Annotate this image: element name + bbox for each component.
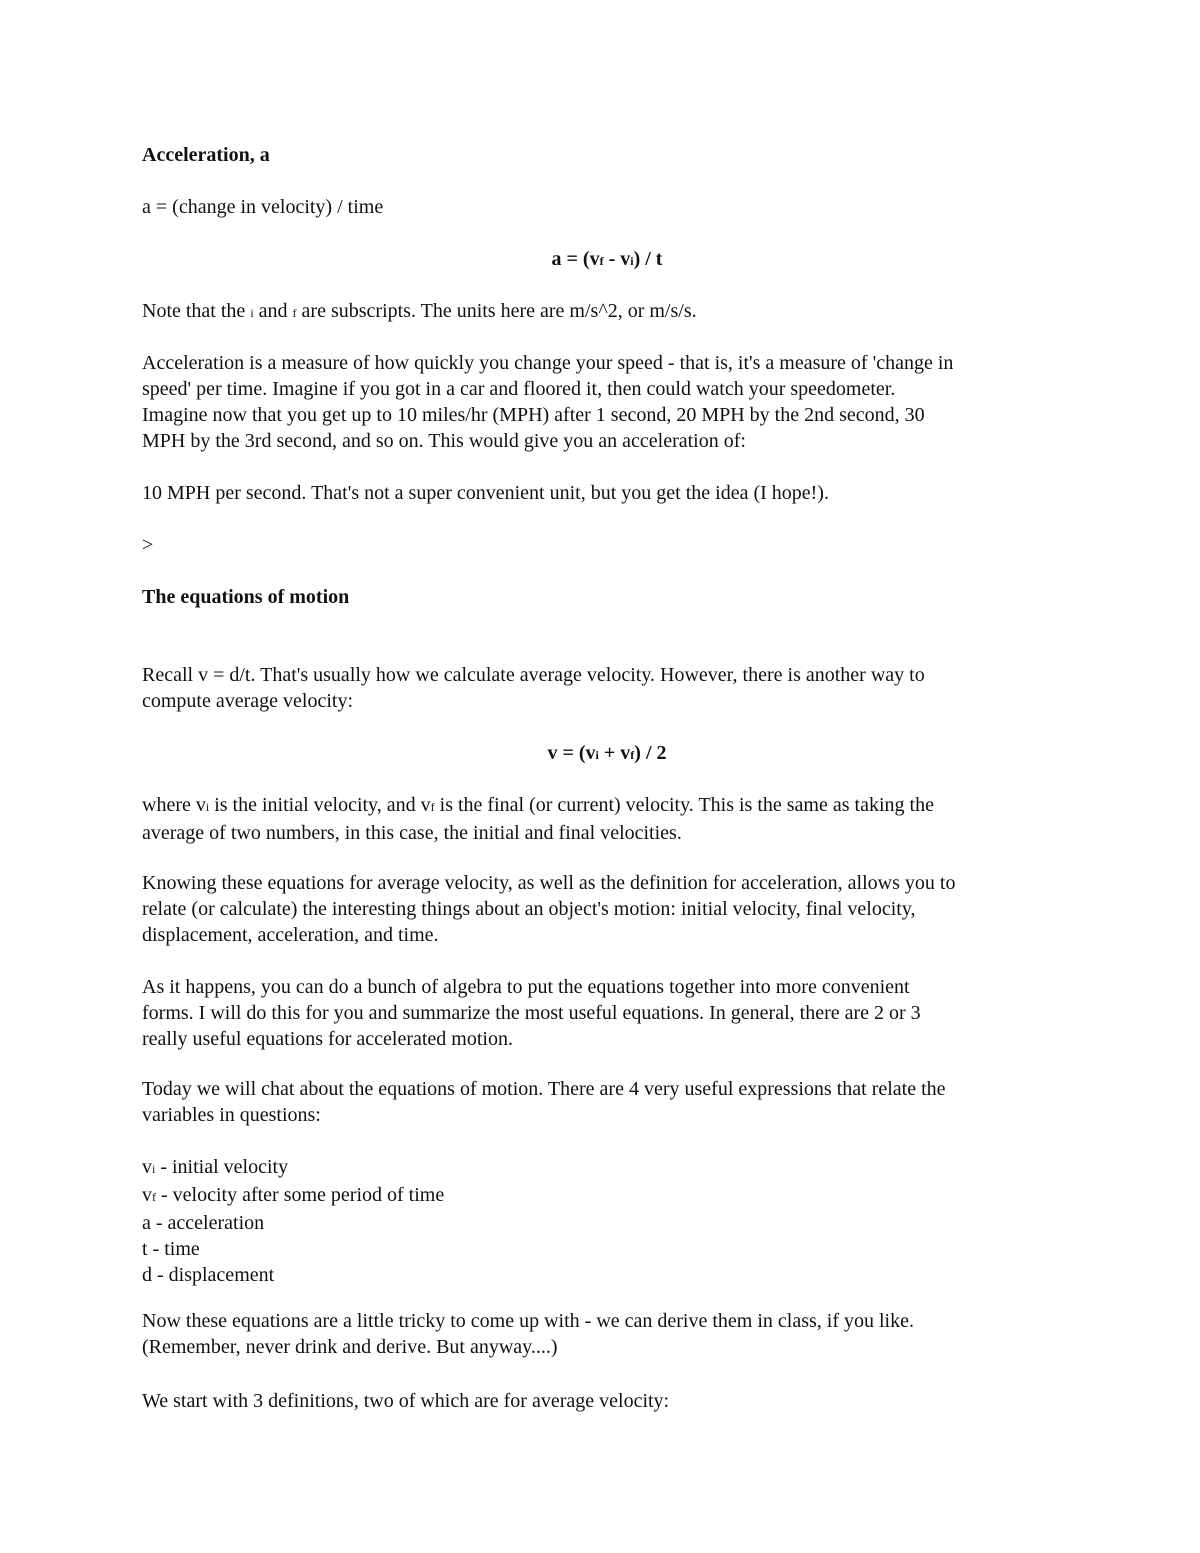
acceleration-explanation: Acceleration is a measure of how quickly you change your speed - that is, it's a measure of 'change in speed' per time. Imagine if you got in a car and floored it, then could watch your speedometer. Imagine now that you get up to 10 miles/hr (MPH) after 1 second, 20 MPH by the 2nd second, 30 MPH by the 3rd second, and so on. This would give you an acceleration of: xyxy=(142,352,954,452)
acceleration-equation: a = (vf - vi) / t xyxy=(551,248,663,270)
subscript-note: Note that the i and f are subscripts. The units here are m/s^2, or m/s/s. xyxy=(142,300,697,322)
equations-intro-paragraph: Today we will chat about the equations of motion. There are 4 very useful expressions that relate the variables in questions: xyxy=(142,1078,946,1126)
list-item: d - displacement xyxy=(142,1264,275,1286)
derivation-paragraph: Now these equations are a little tricky to come up with - we can derive them in class, if you like. (Remember, never drink and derive. But anyway....) xyxy=(142,1310,914,1358)
variable-list xyxy=(142,1154,1072,1288)
list-item: vf - velocity after some period of time xyxy=(142,1184,445,1206)
list-item: a - acceleration xyxy=(142,1212,265,1234)
acceleration-example: 10 MPH per second. That's not a super convenient unit, but you get the idea (I hope!). xyxy=(142,482,829,504)
stray-marker: > xyxy=(142,534,154,556)
knowing-equations-paragraph: Knowing these equations for average velocity, as well as the definition for acceleration, allows you to relate (or calculate) the interesting things about an object's motion: initial velocity, final velocity, displacement, acceleration, and time. xyxy=(142,872,956,946)
equations-of-motion-heading: The equations of motion xyxy=(142,586,350,608)
algebra-paragraph: As it happens, you can do a bunch of algebra to put the equations together into more convenient forms. I will do this for you and summarize the most useful equations. In general, there are 2 or 3 really useful equations for accelerated motion. xyxy=(142,976,921,1050)
average-velocity-equation: v = (vi + vf) / 2 xyxy=(547,742,667,764)
definitions-intro: We start with 3 definitions, two of which are for average velocity: xyxy=(142,1390,670,1412)
list-item: vi - initial velocity xyxy=(142,1156,289,1178)
list-item: t - time xyxy=(142,1238,200,1260)
velocity-definitions: where vi is the initial velocity, and vf is the final (or current) velocity. This is the same as taking the average of two numbers, in this case, the initial and final velocities. xyxy=(142,794,934,844)
acceleration-definition: a = (change in velocity) / time xyxy=(142,196,384,218)
average-velocity-intro: Recall v = d/t. That's usually how we calculate average velocity. However, there is another way to compute average velocity: xyxy=(142,664,925,712)
acceleration-heading: Acceleration, a xyxy=(142,144,270,166)
